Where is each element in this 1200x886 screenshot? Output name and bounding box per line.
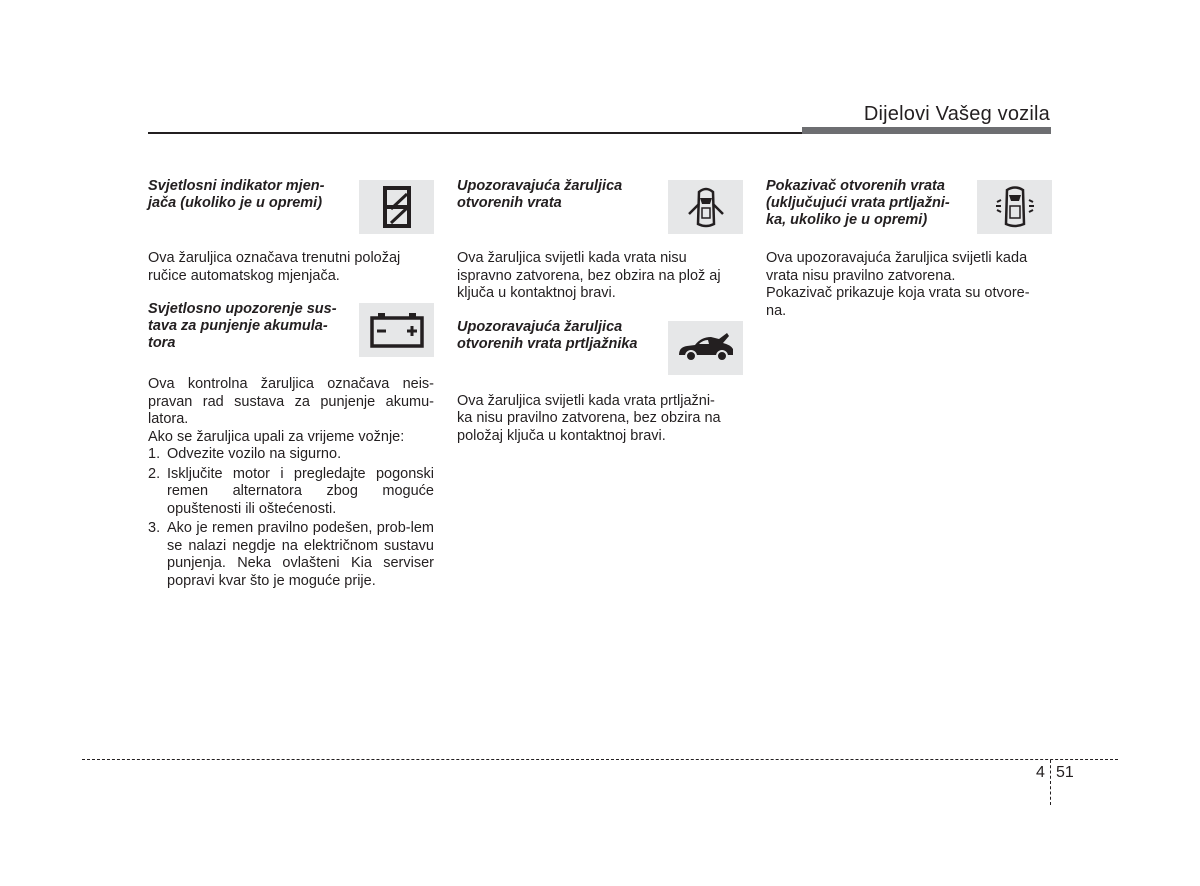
page-number: 51 [1056,764,1074,781]
column-3 [766,178,1052,320]
battery-steps-list [148,446,434,590]
section-heading: Upozoravajuća žaruljica otvorenih vrata prtljažnika [457,318,638,352]
door-open-icon [668,180,743,234]
section-title: Dijelovi Vašeg vozila [863,103,1050,125]
section-heading: Pokazivač otvorenih vrata (uključujući vrata prtljažni- ka, ukoliko je u opremi) [766,178,950,228]
battery-icon [359,303,434,357]
header-rule [148,132,802,134]
section-heading: Upozoravajuća žaruljica otvorenih vrata [457,178,623,211]
column-1 [148,178,434,592]
battery-warning-description: Ova kontrolna žaruljica označava neis-pravan rad sustava za punjenje akumu-latora. [148,376,434,427]
list-item: 2. Isključite motor i pregledajte pogonski remen alternatora zbog moguće opuštenosti ili oštećenosti. [148,465,434,517]
door-ajar-section [766,178,1052,250]
trunk-open-section [457,319,743,393]
gear-indicator-icon [359,180,434,234]
battery-warning-instruction: Ako se žaruljica upali za vrijeme vožnje: [148,428,405,445]
gear-indicator-description: Ova žaruljica označava trenutni položaj ručice automatskog mjenjača. [148,250,401,284]
page-divider [1050,760,1051,805]
trunk-open-description: Ova žaruljica svijetli kada vrata prtljažni- ka nisu pravilno zatvorena, bez obzira na položaj ključa u kontaktnoj bravi. [457,392,721,444]
door-open-section [457,178,743,250]
list-item: 3. Ako je remen pravilno podešen, prob-lem se nalazi negdje na električnom sustavu punjenja. Neka ovlašteni Kia serviser popravi kvar što je moguće prije. [148,520,434,589]
section-heading: Svjetlosni indikator mjen- jača (ukoliko je u opremi) [148,178,325,211]
door-ajar-description: Ova upozoravajuća žaruljica svijetli kada vrata nisu pravilno zatvorena. Pokazivač prikazuje koja vrata su otvore- na. [766,250,1030,319]
section-heading: Svjetlosno upozorenje sus- tava za punjenje akumula- tora [148,301,337,351]
battery-warning-section [148,301,434,376]
footer-rule [82,759,1118,760]
column-2 [457,178,743,445]
trunk-open-icon [668,321,743,375]
door-ajar-indicator-icon [977,180,1052,234]
chapter-number: 4 [1036,764,1045,781]
door-open-description: Ova žaruljica svijetli kada vrata nisu ispravno zatvorena, bez obzira na plož aj ključa u kontaktnoj bravi. [457,250,721,301]
header-accent-bar [802,127,1051,134]
gear-indicator-section [148,178,434,250]
list-item: 1. Odvezite vozilo na sigurno. [148,446,342,462]
